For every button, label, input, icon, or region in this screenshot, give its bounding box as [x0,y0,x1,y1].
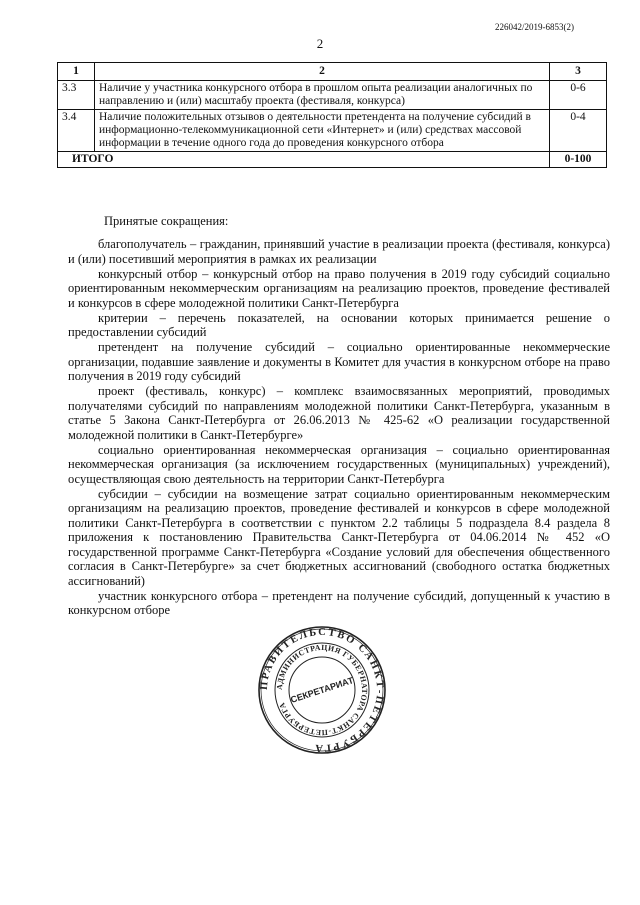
total-score: 0-100 [550,152,607,168]
row-text: Наличие у участника конкурсного отбора в прошлом опыта реализации аналогичных по направлению и (или) масштабу проекта (фестиваля, конкурса) [95,81,550,110]
total-row [58,152,607,168]
table-header-row [58,63,607,81]
seal-inner-text: АДМИНИСТРАЦИЯ ГУБЕРНАТОРА САНКТ-ПЕТЕРБУРГА [274,642,370,738]
abbreviation-item: социально ориентированная некоммерческая организация – социально ориентированная некоммерческая организация (за исключением государственных (муниципальных) учреждений), осуществляющая свою деятельность на территории Санкт-Петербурга [68,442,610,486]
abbreviations-list [68,237,610,618]
column-header-1: 1 [58,63,95,81]
official-seal [257,625,387,755]
seal-center-text: СЕКРЕТАРИАТ [289,675,355,705]
column-header-3: 3 [550,63,607,81]
criteria-table [57,62,607,168]
abbreviation-item: благополучатель – гражданин, принявший участие в реализации проекта (фестиваля, конкурса) и (или) посетивший мероприятия в рамках их реализации [68,237,610,266]
abbreviation-item: субсидии – субсидии на возмещение затрат социально ориентированным некоммерческим организациям на реализацию проектов, проведение фестивалей и конкурсов в сфере молодежной политики Санкт-Петербурга в соответствии с пунктом 2.2 таблицы 5 подраздела 8.4 раздела 8 приложения к постановлению Правительства Санкт-Петербурга от 04.06.2014 № 452 «О государственной программе Санкт-Петербурга «Создание условий для обеспечения общественного согласия в Санкт-Петербурге» за счет бюджетных ассигнований (свободного остатка бюджетных ассигнований) [68,486,610,588]
abbreviation-item: конкурсный отбор – конкурсный отбор на право получения в 2019 году субсидий социально ориентированным некоммерческим организациям на реализацию проектов, проведение фестивалей и конкурсов в сфере молодежной политики Санкт-Петербурга [68,266,610,310]
table-row [58,81,607,110]
column-header-2: 2 [95,63,550,81]
abbreviation-item: претендент на получение субсидий – социально ориентированные некоммерческие организации, подавшие заявление и документы в Комитет для участия в конкурсном отборе на право получения в 2019 году субсидий [68,340,610,383]
row-score: 0-6 [550,81,607,110]
row-text: Наличие положительных отзывов о деятельности претендента на получение субсидий в информационно-телекоммуникационной сети «Интернет» и (или) средствах массовой информации в течение одного года до проведения конкурсного отбора [95,110,550,152]
seal-outer-text: ПРАВИТЕЛЬСТВО САНКТ-ПЕТЕРБУРГА [258,626,386,754]
abbreviation-item: участник конкурсного отбора – претендент на получение субсидий, допущенный к участию в конкурсном отборе [68,588,610,617]
abbreviations-title: Принятые сокращения: [104,214,229,228]
table-row [58,110,607,152]
row-number: 3.4 [58,110,95,152]
row-number: 3.3 [58,81,95,110]
row-score: 0-4 [550,110,607,152]
document-id: 226042/2019-6853(2) [495,22,574,32]
total-label: ИТОГО [58,152,550,168]
page-number: 2 [316,36,324,51]
abbreviation-item: критерии – перечень показателей, на основании которых принимается решение о предоставлении субсидий [68,310,610,339]
abbreviation-item: проект (фестиваль, конкурс) – комплекс взаимосвязанных мероприятий, проводимых получателями субсидий по направлениям молодежной политики Санкт-Петербурга, указанным в статье 5 Закона Санкт-Петербурга от 26.06.2013 № 425-62 «О реализации государственной молодежной политики в Санкт-Петербурге» [68,384,610,442]
